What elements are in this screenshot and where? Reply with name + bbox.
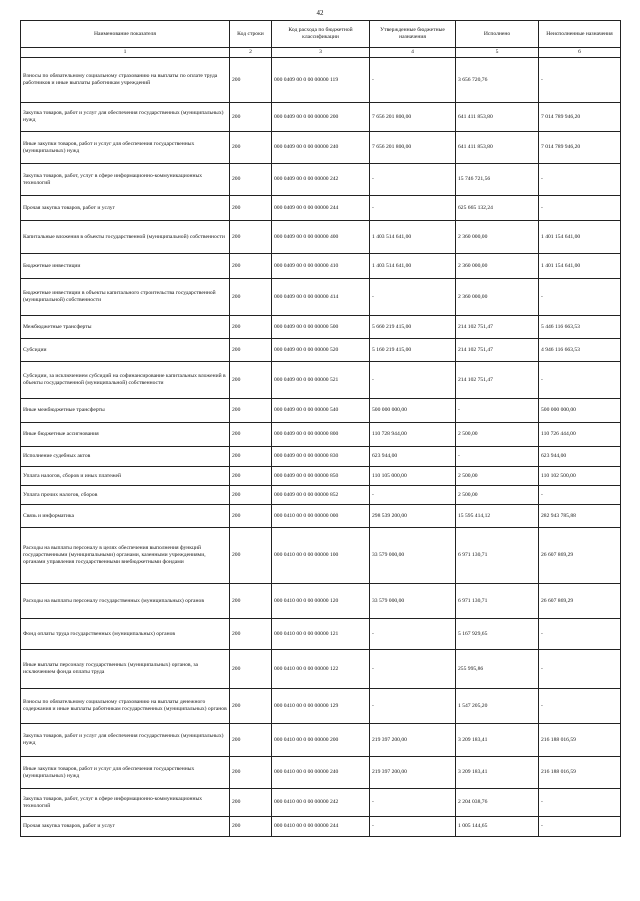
- table-row: [21, 817, 621, 837]
- row-approved: 33 579 000,00: [370, 528, 456, 584]
- row-budget-code: 000 0409 00 0 00 00000 830: [272, 447, 370, 467]
- row-name: Закупка товаров, работ, услуг в сфере информационно-коммуникационных технологий: [21, 789, 230, 817]
- row-unexecuted: 1 401 154 641,00: [539, 254, 621, 279]
- row-budget-code: 000 0409 00 0 00 00000 850: [272, 467, 370, 486]
- row-name: Исполнение судебных актов: [21, 447, 230, 467]
- row-unexecuted: -: [539, 650, 621, 689]
- row-name: Закупка товаров, работ и услуг для обеспечения государственных (муниципальных) нужд: [21, 724, 230, 757]
- row-line-code: 200: [230, 650, 272, 689]
- column-number: 2: [230, 48, 272, 58]
- row-name: Прочая закупка товаров, работ и услуг: [21, 817, 230, 837]
- row-executed: 2 204 038,76: [456, 789, 539, 817]
- row-name: Прочая закупка товаров, работ и услуг: [21, 196, 230, 221]
- table-row: [21, 58, 621, 103]
- table-row: [21, 254, 621, 279]
- row-line-code: 200: [230, 221, 272, 254]
- row-approved: 219 397 200,00: [370, 757, 456, 789]
- row-budget-code: 000 0409 00 0 00 00000 852: [272, 486, 370, 505]
- row-unexecuted: 110 726 444,00: [539, 423, 621, 447]
- row-budget-code: 000 0409 00 0 00 00000 521: [272, 362, 370, 399]
- row-name: Взносы по обязательному социальному страхованию на выплаты по оплате труда работников и иные выплаты работникам учреждений: [21, 58, 230, 103]
- row-line-code: 200: [230, 399, 272, 423]
- row-unexecuted: 623 944,00: [539, 447, 621, 467]
- row-name: Иные бюджетные ассигнования: [21, 423, 230, 447]
- row-budget-code: 000 0410 00 0 00 00000 244: [272, 817, 370, 837]
- table-row: [21, 486, 621, 505]
- row-approved: -: [370, 789, 456, 817]
- row-name: Иные межбюджетные трансферты: [21, 399, 230, 423]
- header-line-code: Код строки: [230, 21, 272, 48]
- row-budget-code: 000 0410 00 0 00 00000 100: [272, 528, 370, 584]
- row-line-code: 200: [230, 689, 272, 724]
- row-unexecuted: -: [539, 789, 621, 817]
- row-executed: 2 500,00: [456, 423, 539, 447]
- table-row: [21, 362, 621, 399]
- row-line-code: 200: [230, 789, 272, 817]
- row-budget-code: 000 0409 00 0 00 00000 540: [272, 399, 370, 423]
- row-approved: -: [370, 58, 456, 103]
- row-executed: 641 411 853,80: [456, 103, 539, 132]
- row-unexecuted: -: [539, 164, 621, 196]
- row-unexecuted: 7 014 789 946,20: [539, 132, 621, 164]
- row-line-code: 200: [230, 103, 272, 132]
- table-row: [21, 103, 621, 132]
- row-approved: -: [370, 619, 456, 650]
- row-unexecuted: 500 000 000,00: [539, 399, 621, 423]
- row-executed: 2 500,00: [456, 486, 539, 505]
- row-budget-code: 000 0410 00 0 00 00000 242: [272, 789, 370, 817]
- row-budget-code: 000 0409 00 0 00 00000 242: [272, 164, 370, 196]
- row-executed: -: [456, 447, 539, 467]
- column-number: 1: [21, 48, 230, 58]
- row-unexecuted: 110 102 500,00: [539, 467, 621, 486]
- row-executed: 1 547 205,20: [456, 689, 539, 724]
- row-name: Капитальные вложения в объекты государственной (муниципальной) собственности: [21, 221, 230, 254]
- row-executed: 214 102 751,47: [456, 316, 539, 339]
- row-approved: 219 397 200,00: [370, 724, 456, 757]
- row-line-code: 200: [230, 486, 272, 505]
- row-budget-code: 000 0410 00 0 00 00000 120: [272, 584, 370, 619]
- row-name: Субсидии: [21, 339, 230, 362]
- row-line-code: 200: [230, 584, 272, 619]
- row-name: Бюджетные инвестиции: [21, 254, 230, 279]
- row-budget-code: 000 0409 00 0 00 00000 119: [272, 58, 370, 103]
- column-number: 4: [370, 48, 456, 58]
- column-number-row: [21, 48, 621, 58]
- row-name: Иные закупки товаров, работ и услуг для обеспечения государственных (муниципальных) нужд: [21, 132, 230, 164]
- row-line-code: 200: [230, 724, 272, 757]
- table-row: [21, 757, 621, 789]
- header-unexecuted: Неисполненные назначения: [539, 21, 621, 48]
- row-approved: -: [370, 650, 456, 689]
- row-budget-code: 000 0409 00 0 00 00000 800: [272, 423, 370, 447]
- table-row: [21, 164, 621, 196]
- row-name: Уплата налогов, сборов и иных платежей: [21, 467, 230, 486]
- column-number: 5: [456, 48, 539, 58]
- row-line-code: 200: [230, 528, 272, 584]
- row-approved: 33 579 000,00: [370, 584, 456, 619]
- row-executed: 641 411 853,80: [456, 132, 539, 164]
- row-line-code: 200: [230, 467, 272, 486]
- row-line-code: 200: [230, 254, 272, 279]
- column-number: 6: [539, 48, 621, 58]
- row-line-code: 200: [230, 757, 272, 789]
- row-approved: 7 656 201 800,00: [370, 132, 456, 164]
- row-approved: -: [370, 164, 456, 196]
- table-row: [21, 619, 621, 650]
- row-name: Иные закупки товаров, работ и услуг для обеспечения государственных (муниципальных) нужд: [21, 757, 230, 789]
- row-unexecuted: 7 014 789 946,20: [539, 103, 621, 132]
- row-executed: 6 971 130,71: [456, 528, 539, 584]
- row-executed: 3 209 183,41: [456, 724, 539, 757]
- row-unexecuted: 216 188 016,59: [539, 724, 621, 757]
- row-approved: 500 000 000,00: [370, 399, 456, 423]
- row-executed: 214 102 751,47: [456, 339, 539, 362]
- row-executed: 6 971 130,71: [456, 584, 539, 619]
- row-executed: 2 500,00: [456, 467, 539, 486]
- row-approved: -: [370, 196, 456, 221]
- row-unexecuted: 216 188 016,59: [539, 757, 621, 789]
- row-budget-code: 000 0409 00 0 00 00000 410: [272, 254, 370, 279]
- row-approved: 1 403 514 641,00: [370, 254, 456, 279]
- budget-execution-table: [20, 20, 621, 837]
- row-unexecuted: 26 607 869,29: [539, 528, 621, 584]
- header-approved: Утвержденные бюджетные назначения: [370, 21, 456, 48]
- row-approved: 1 403 514 641,00: [370, 221, 456, 254]
- table-row: [21, 467, 621, 486]
- row-budget-code: 000 0409 00 0 00 00000 500: [272, 316, 370, 339]
- table-row: [21, 689, 621, 724]
- row-executed: 1 005 144,65: [456, 817, 539, 837]
- row-budget-code: 000 0410 00 0 00 00000 122: [272, 650, 370, 689]
- row-name: Межбюджетные трансферты: [21, 316, 230, 339]
- table-row: [21, 279, 621, 316]
- row-line-code: 200: [230, 316, 272, 339]
- row-approved: 298 539 200,00: [370, 505, 456, 528]
- row-approved: -: [370, 817, 456, 837]
- row-name: Бюджетные инвестиции в объекты капитального строительства государственной (муниципальной) собственности: [21, 279, 230, 316]
- row-approved: -: [370, 279, 456, 316]
- row-budget-code: 000 0410 00 0 00 00000 129: [272, 689, 370, 724]
- table-row: [21, 132, 621, 164]
- row-line-code: 200: [230, 132, 272, 164]
- table-row: [21, 789, 621, 817]
- row-line-code: 200: [230, 505, 272, 528]
- row-line-code: 200: [230, 58, 272, 103]
- table-row: [21, 423, 621, 447]
- row-budget-code: 000 0409 00 0 00 00000 414: [272, 279, 370, 316]
- row-executed: 2 360 000,00: [456, 279, 539, 316]
- header-executed: Исполнено: [456, 21, 539, 48]
- row-line-code: 200: [230, 423, 272, 447]
- row-unexecuted: 1 401 154 641,00: [539, 221, 621, 254]
- row-executed: 255 995,86: [456, 650, 539, 689]
- row-unexecuted: 282 943 785,88: [539, 505, 621, 528]
- table-row: [21, 196, 621, 221]
- row-approved: 7 656 201 800,00: [370, 103, 456, 132]
- row-name: Расходы на выплаты персоналу государственных (муниципальных) органов: [21, 584, 230, 619]
- row-executed: 3 209 183,41: [456, 757, 539, 789]
- row-name: Расходы на выплаты персоналу в целях обеспечения выполнения функций государственными (муниципальными) органами, казенными учреждениями, органами управления государственными внебюджетными фондами: [21, 528, 230, 584]
- row-unexecuted: 4 946 116 663,53: [539, 339, 621, 362]
- row-line-code: 200: [230, 196, 272, 221]
- row-name: Закупка товаров, работ, услуг в сфере информационно-коммуникационных технологий: [21, 164, 230, 196]
- row-name: Взносы по обязательному социальному страхованию на выплаты денежного содержания и иные выплаты работникам государственных (муниципальных) органов: [21, 689, 230, 724]
- table-row: [21, 505, 621, 528]
- row-name: Уплата прочих налогов, сборов: [21, 486, 230, 505]
- table-row: [21, 650, 621, 689]
- row-name: Субсидии, за исключением субсидий на софинансирование капитальных вложений в объекты государственной (муниципальной) собственности: [21, 362, 230, 399]
- row-name: Связь и информатика: [21, 505, 230, 528]
- row-unexecuted: -: [539, 619, 621, 650]
- header-name: Наименование показателя: [21, 21, 230, 48]
- table-row: [21, 724, 621, 757]
- row-unexecuted: -: [539, 817, 621, 837]
- row-executed: 2 360 000,00: [456, 254, 539, 279]
- row-approved: 5 160 219 415,00: [370, 339, 456, 362]
- table-row: [21, 221, 621, 254]
- row-unexecuted: -: [539, 279, 621, 316]
- row-approved: 5 660 219 415,00: [370, 316, 456, 339]
- row-budget-code: 000 0409 00 0 00 00000 200: [272, 103, 370, 132]
- row-budget-code: 000 0409 00 0 00 00000 244: [272, 196, 370, 221]
- row-executed: -: [456, 399, 539, 423]
- row-unexecuted: 5 446 116 663,53: [539, 316, 621, 339]
- row-approved: -: [370, 486, 456, 505]
- row-executed: 214 102 751,47: [456, 362, 539, 399]
- row-executed: 2 360 000,00: [456, 221, 539, 254]
- row-approved: 623 944,00: [370, 447, 456, 467]
- table-row: [21, 447, 621, 467]
- row-approved: 110 105 000,00: [370, 467, 456, 486]
- row-approved: 110 728 944,00: [370, 423, 456, 447]
- row-unexecuted: 26 607 869,29: [539, 584, 621, 619]
- row-line-code: 200: [230, 619, 272, 650]
- table-row: [21, 528, 621, 584]
- row-unexecuted: -: [539, 196, 621, 221]
- table-row: [21, 399, 621, 423]
- row-budget-code: 000 0409 00 0 00 00000 240: [272, 132, 370, 164]
- row-line-code: 200: [230, 339, 272, 362]
- row-budget-code: 000 0410 00 0 00 00000 121: [272, 619, 370, 650]
- row-budget-code: 000 0409 00 0 00 00000 520: [272, 339, 370, 362]
- row-unexecuted: -: [539, 362, 621, 399]
- row-executed: 15 746 721,56: [456, 164, 539, 196]
- row-executed: 3 656 720,76: [456, 58, 539, 103]
- row-name: Фонд оплаты труда государственных (муниципальных) органов: [21, 619, 230, 650]
- row-unexecuted: -: [539, 486, 621, 505]
- row-executed: 5 167 929,65: [456, 619, 539, 650]
- row-line-code: 200: [230, 362, 272, 399]
- row-budget-code: 000 0410 00 0 00 00000 200: [272, 724, 370, 757]
- row-budget-code: 000 0410 00 0 00 00000 000: [272, 505, 370, 528]
- table-header-row: [21, 21, 621, 48]
- row-name: Закупка товаров, работ и услуг для обеспечения государственных (муниципальных) нужд: [21, 103, 230, 132]
- table-row: [21, 316, 621, 339]
- row-unexecuted: -: [539, 689, 621, 724]
- row-line-code: 200: [230, 447, 272, 467]
- header-budget-code: Код расхода по бюджетной классификации: [272, 21, 370, 48]
- row-line-code: 200: [230, 164, 272, 196]
- row-executed: 15 595 414,12: [456, 505, 539, 528]
- row-line-code: 200: [230, 817, 272, 837]
- page-number: 42: [316, 9, 324, 17]
- row-line-code: 200: [230, 279, 272, 316]
- table-body: [21, 58, 621, 837]
- row-approved: -: [370, 689, 456, 724]
- row-name: Иные выплаты персоналу государственных (муниципальных) органов, за исключением фонда оплаты труда: [21, 650, 230, 689]
- row-budget-code: 000 0409 00 0 00 00000 400: [272, 221, 370, 254]
- table-row: [21, 339, 621, 362]
- row-unexecuted: -: [539, 58, 621, 103]
- row-approved: -: [370, 362, 456, 399]
- column-number: 3: [272, 48, 370, 58]
- table-row: [21, 584, 621, 619]
- row-executed: 625 665 132,24: [456, 196, 539, 221]
- row-budget-code: 000 0410 00 0 00 00000 240: [272, 757, 370, 789]
